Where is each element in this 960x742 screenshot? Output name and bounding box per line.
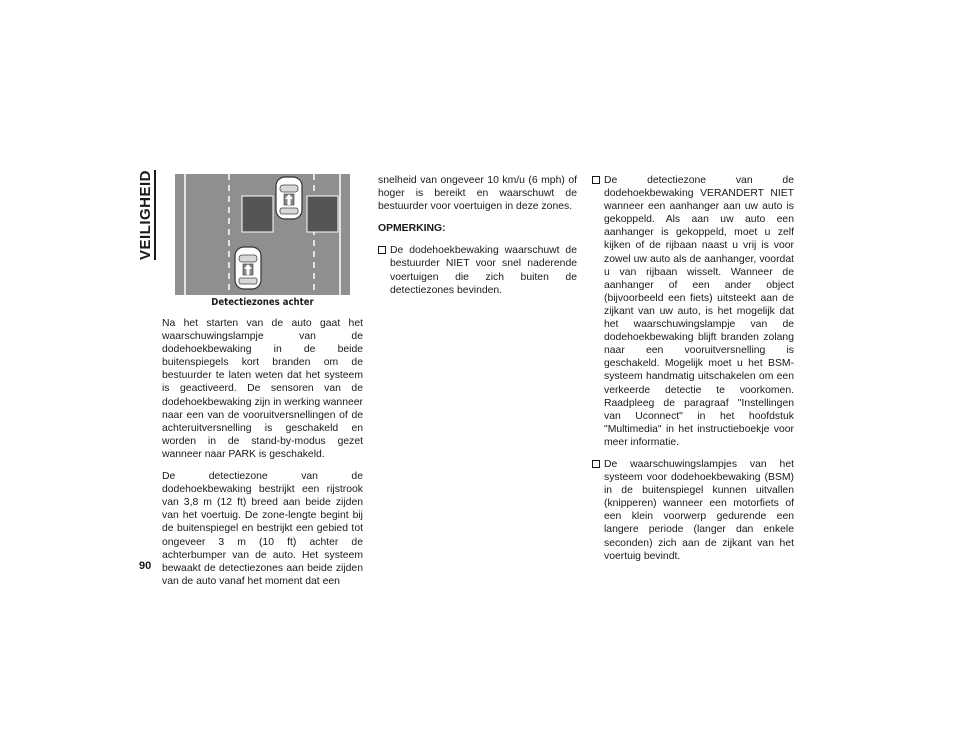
note-bullet <box>378 244 577 296</box>
road-surface <box>175 174 350 295</box>
detection-zones-figure <box>175 174 350 295</box>
bullet-text: De dodehoekbewaking waarschuwt de bestuurder NIET voor snel naderende voertuigen die zich buiten de detectiezones bevinden. <box>390 245 577 296</box>
page-number: 90 <box>139 560 152 572</box>
section-title: VEILIGHEID <box>137 169 154 261</box>
vehicle-front-icon <box>276 177 302 219</box>
bullet-text: De detectiezone van de dodehoekbewaking VERANDERT NIET wanneer een aanhanger aan uw auto is gekoppeld. Als aan uw auto een aanhanger is gekoppeld, moet u zelf kijken of de rijbaan naast u vrij is voor zowel uw auto als de aanhanger, voordat u van rijbaan wisselt. Wanneer de aanhanger of een ander object (bijvoorbeeld een fiets) uitsteekt aan de zijkant van uw auto, is het mogelijk dat het waarschuwingslampje van de dodehoekbewaking blijft branden zolang naar een vooruitversnelling is geschakeld. Mogelijk moet u het BSM-systeem handmatig uitschakelen om een verkeerde detectie te voorkomen. Raadpleeg de paragraaf "Instellingen van Uconnect" in het hoofdstuk "Multimedia" in het instructieboekje voor meer informatie. <box>604 175 794 448</box>
paragraph: De detectiezone van de dodehoekbewaking bestrijkt een rijstrook van 3,8 m (12 ft) breed aan beide zijden van het voertuig. De zone-lengte begint bij de buitenspiegel en bestrijkt een gebied tot ongeveer 3 m (10 ft) achter de achterbumper van de auto. Het systeem bewaakt de detectiezones aan beide zijden van de auto vanaf het moment dat een <box>162 471 363 587</box>
figure-caption: Detectiezones achter <box>211 297 314 308</box>
road-diagram <box>175 174 350 295</box>
paragraph: snelheid van ongeveer 10 km/u (6 mph) of hoger is bereikt en waarschuwt de bestuurder voor voertuigen in deze zones. <box>378 175 577 213</box>
detection-zone-right <box>307 196 338 232</box>
checkbox-bullet-icon <box>592 176 600 184</box>
vehicle-rear-icon <box>235 247 261 289</box>
detection-zone-left <box>242 196 273 232</box>
text-column-3 <box>592 174 794 572</box>
bullet-text: De waarschuwingslampjes van het systeem voor dodehoekbewaking (BSM) in de buitenspiegel kunnen uitvallen (knipperen) wanneer een motorfiets of een klein voorwerp gedurende een langere periode (langer dan enkele seconden) zich aan de zijkant van het voertuig bevindt. <box>604 458 794 562</box>
text-column-1 <box>162 317 363 597</box>
checkbox-bullet-icon <box>592 460 600 468</box>
paragraph: Na het starten van de auto gaat het waarschuwingslampje van de dodehoekbewaking in de beide buitenspiegels kort branden om de bestuurder te laten weten dat het systeem is geactiveerd. De sensoren van de dodehoekbewaking zijn in werking wanneer naar een van de vooruitversnellingen of de achteruitversnelling is geschakeld en worden in de stand-by-modus gezet wanneer naar PARK is geschakeld. <box>162 318 363 460</box>
note-heading: OPMERKING: <box>378 223 446 235</box>
note-bullet <box>592 458 794 563</box>
text-column-2 <box>378 174 577 306</box>
checkbox-bullet-icon <box>378 246 386 254</box>
section-tab <box>137 169 156 261</box>
note-bullet <box>592 174 794 449</box>
